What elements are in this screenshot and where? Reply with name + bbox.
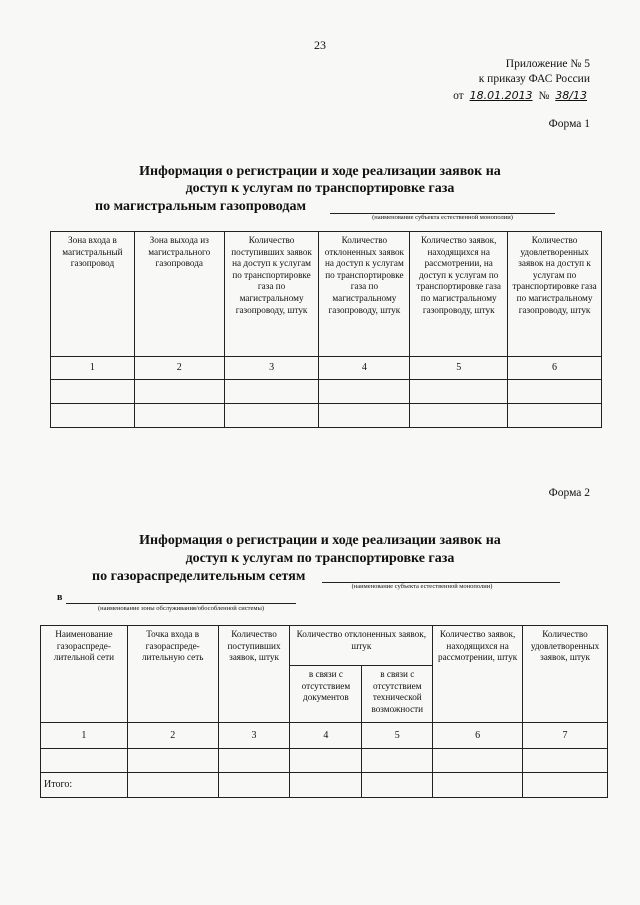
form1-column-number: 6 bbox=[508, 357, 602, 380]
form2-total-cell bbox=[127, 773, 218, 798]
form2-table bbox=[40, 625, 608, 798]
form1-header-row bbox=[51, 232, 602, 357]
form1-empty-cell bbox=[410, 380, 508, 404]
form2-title-line1: Информация о регистрации и ходе реализации заявок на bbox=[139, 533, 501, 548]
form1-header-cell: Количество поступивших заявок на доступ к услугам по транспортировке газа по магистральному газопроводу, штук bbox=[224, 232, 319, 357]
form2-header-received: Количество поступивших заявок, штук bbox=[218, 626, 290, 723]
annex-number-handwritten: 38/13 bbox=[555, 89, 587, 102]
form2-header-entry-point: Точка входа в газораспреде-лительную сеть bbox=[127, 626, 218, 723]
form2-subject-line bbox=[322, 570, 560, 583]
form2-header-no-documents: в связи с отсутствием документов bbox=[290, 666, 362, 723]
form1-number-row bbox=[51, 357, 602, 380]
page-number: 23 bbox=[314, 38, 326, 52]
form2-header-approved: Количество удовлетворенных заявок, штук bbox=[523, 626, 608, 723]
form2-title-line3: по газораспределительным сетям bbox=[92, 569, 306, 584]
form1-empty-row bbox=[51, 380, 602, 404]
form2-empty-cell bbox=[433, 749, 523, 773]
form2-label: Форма 2 bbox=[548, 487, 590, 499]
form1-subject-caption: (наименование субъекта естественной монополии) bbox=[372, 214, 513, 221]
form1-table bbox=[50, 231, 602, 428]
form1-empty-cell bbox=[51, 380, 135, 404]
form2-column-number: 4 bbox=[290, 723, 362, 749]
form1-empty-cell bbox=[410, 404, 508, 428]
form2-header-network: Наименование газораспреде-лительной сети bbox=[41, 626, 128, 723]
form1-header-cell: Зона входа в магистральный газопровод bbox=[51, 232, 135, 357]
form1-column-number: 3 bbox=[224, 357, 319, 380]
form1-column-number: 1 bbox=[51, 357, 135, 380]
form2-total-cell bbox=[218, 773, 290, 798]
form2-empty-cell bbox=[127, 749, 218, 773]
form2-zone-line bbox=[66, 591, 296, 604]
form1-header-cell: Зона выхода из магистрального газопровода bbox=[134, 232, 224, 357]
form1-column-number: 4 bbox=[319, 357, 410, 380]
annex-order-reference: к приказу ФАС России bbox=[478, 73, 590, 85]
annex-date-number bbox=[453, 88, 590, 104]
form2-column-number: 3 bbox=[218, 723, 290, 749]
form1-title-line3: по магистральным газопроводам bbox=[95, 199, 306, 214]
form1-empty-cell bbox=[134, 380, 224, 404]
form2-total-cell bbox=[362, 773, 433, 798]
form1-empty-cell bbox=[224, 380, 319, 404]
form1-subject-line bbox=[330, 201, 555, 214]
form2-total-row bbox=[41, 773, 608, 798]
form1-empty-cell bbox=[508, 380, 602, 404]
form1-empty-cell bbox=[134, 404, 224, 428]
form2-zone-caption: (наименование зоны обслуживания/обособленной системы) bbox=[97, 605, 265, 612]
form2-header-no-capacity: в связи с отсутствием технической возможности bbox=[362, 666, 433, 723]
form2-total-label: Итого: bbox=[41, 773, 128, 798]
form2-column-number: 5 bbox=[362, 723, 433, 749]
form2-header-rejected-group: Количество отклоненных заявок, штук bbox=[290, 626, 433, 666]
form1-empty-cell bbox=[319, 380, 410, 404]
form2-empty-cell bbox=[523, 749, 608, 773]
form1-empty-cell bbox=[319, 404, 410, 428]
form1-title-line2: доступ к услугам по транспортировке газа bbox=[185, 181, 455, 196]
form1-title-line1: Информация о регистрации и ходе реализации заявок на bbox=[139, 164, 501, 179]
annex-date-prefix: от bbox=[453, 90, 464, 102]
form2-title-line2: доступ к услугам по транспортировке газа bbox=[185, 551, 455, 566]
form2-number-row bbox=[41, 723, 608, 749]
form2-column-number: 2 bbox=[127, 723, 218, 749]
form1-header-cell: Количество удовлетворенных заявок на доступ к услугам по транспортировке газа по магистральному газопроводу, штук bbox=[508, 232, 602, 357]
form1-column-number: 2 bbox=[134, 357, 224, 380]
annex-title: Приложение № 5 bbox=[505, 58, 590, 70]
form2-total-cell bbox=[433, 773, 523, 798]
form2-header-pending: Количество заявок, находящихся на рассмотрении, штук bbox=[433, 626, 523, 723]
form2-empty-cell bbox=[41, 749, 128, 773]
form1-empty-cell bbox=[508, 404, 602, 428]
form2-total-cell bbox=[523, 773, 608, 798]
form1-empty-cell bbox=[224, 404, 319, 428]
form2-empty-row bbox=[41, 749, 608, 773]
form1-label: Форма 1 bbox=[548, 118, 590, 130]
form2-header-row bbox=[41, 626, 608, 666]
form2-column-number: 1 bbox=[41, 723, 128, 749]
form2-total-cell bbox=[290, 773, 362, 798]
form1-column-number: 5 bbox=[410, 357, 508, 380]
annex-date-handwritten: 18.01.2013 bbox=[469, 89, 533, 102]
form2-empty-cell bbox=[218, 749, 290, 773]
form2-subject-caption: (наименование субъекта естественной монополии) bbox=[351, 583, 493, 590]
form2-column-number: 7 bbox=[523, 723, 608, 749]
annex-number-sign: № bbox=[538, 90, 550, 102]
form1-empty-cell bbox=[51, 404, 135, 428]
form2-empty-cell bbox=[362, 749, 433, 773]
form2-zone-prefix: в bbox=[57, 592, 63, 603]
form2-column-number: 6 bbox=[433, 723, 523, 749]
form2-empty-cell bbox=[290, 749, 362, 773]
form1-empty-row bbox=[51, 404, 602, 428]
form1-header-cell: Количество заявок, находящихся на рассмотрении, на доступ к услугам по транспортировке газа по магистральному газопроводу, штук bbox=[410, 232, 508, 357]
form1-header-cell: Количество отклоненных заявок на доступ к услугам по транспортировке газа по магистральному газопроводу, штук bbox=[319, 232, 410, 357]
